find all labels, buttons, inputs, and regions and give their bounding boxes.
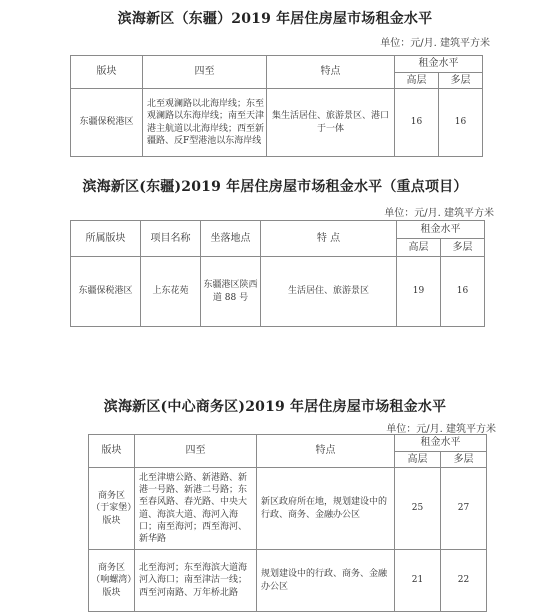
cell-location: 东疆港区陕西道 88 号: [201, 257, 261, 327]
cell-project-name: 上东花苑: [141, 257, 201, 327]
unit-label: 单位：元/月. 建筑平方米: [380, 38, 490, 49]
cell-block: 商务区（响螺湾）版块: [89, 550, 135, 612]
cell-multi-storey: 27: [441, 468, 487, 550]
rent-table: [88, 434, 487, 612]
header-feature: 特点: [257, 435, 395, 468]
header-boundary: 四至: [135, 435, 257, 468]
section-dongjiang: [0, 0, 550, 160]
header-high-rise: 高层: [395, 72, 439, 89]
cell-high-rise: 25: [395, 468, 441, 550]
rent-table: [70, 220, 485, 327]
cell-multi-storey: 16: [439, 89, 483, 157]
cell-block: 东疆保税港区: [71, 89, 143, 157]
table-row: [71, 257, 485, 327]
section-title: 滨海新区（东疆）2019 年居住房屋市场租金水平: [117, 11, 433, 27]
cell-boundary: 北至津塘公路、新港路、新港一号路、新港二号路；东至春风路、春光路、中央大道、海滨大道、海河入海口；南至海河；西至海河、新华路: [135, 468, 257, 550]
table-row: [71, 89, 483, 157]
header-project-name: 项目名称: [141, 221, 201, 257]
cell-high-rise: 19: [397, 257, 441, 327]
unit-label: 单位：元/月. 建筑平方米: [386, 424, 496, 435]
header-location: 坐落地点: [201, 221, 261, 257]
cell-high-rise: 21: [395, 550, 441, 612]
section-cbd: [0, 390, 550, 614]
cell-boundary: 北至观澜路以北海岸线；东至观澜路以东海岸线；南至天津港主航道以北海岸线；西至新疆路、反F型港池以东海岸线: [143, 89, 267, 157]
cell-feature: 新区政府所在地，规划建设中的行政、商务、金融办公区: [257, 468, 395, 550]
section-dongjiang-key-projects: [0, 170, 550, 340]
header-block: 版块: [71, 56, 143, 89]
header-feature: 特 点: [261, 221, 397, 257]
header-boundary: 四至: [143, 56, 267, 89]
cell-multi-storey: 16: [441, 257, 485, 327]
header-block: 版块: [89, 435, 135, 468]
header-rent: 租金水平: [397, 221, 485, 239]
cell-multi-storey: 22: [441, 550, 487, 612]
cell-high-rise: 16: [395, 89, 439, 157]
header-high-rise: 高层: [395, 451, 441, 468]
header-multi-storey: 多层: [441, 451, 487, 468]
header-multi-storey: 多层: [441, 239, 485, 257]
rent-table: [70, 55, 483, 157]
section-title: 滨海新区(中心商务区)2019 年居住房屋市场租金水平: [103, 399, 447, 415]
header-rent: 租金水平: [395, 435, 487, 452]
cell-block: 东疆保税港区: [71, 257, 141, 327]
table-row: [89, 468, 487, 550]
header-block: 所属版块: [71, 221, 141, 257]
table-row: [89, 550, 487, 612]
cell-feature: 规划建设中的行政、商务、金融办公区: [257, 550, 395, 612]
unit-label: 单位：元/月. 建筑平方米: [384, 208, 494, 219]
cell-block: 商务区（于家堡）版块: [89, 468, 135, 550]
section-title: 滨海新区(东疆)2019 年居住房屋市场租金水平（重点项目）: [82, 179, 468, 195]
cell-boundary: 北至海河；东至海滨大道海河入海口；南至津沽一线；西至河南路、万年桥北路: [135, 550, 257, 612]
cell-feature: 生活居住、旅游景区: [261, 257, 397, 327]
header-multi-storey: 多层: [439, 72, 483, 89]
header-rent: 租金水平: [395, 56, 483, 73]
header-feature: 特点: [267, 56, 395, 89]
cell-feature: 集生活居住、旅游景区、港口于一体: [267, 89, 395, 157]
header-high-rise: 高层: [397, 239, 441, 257]
